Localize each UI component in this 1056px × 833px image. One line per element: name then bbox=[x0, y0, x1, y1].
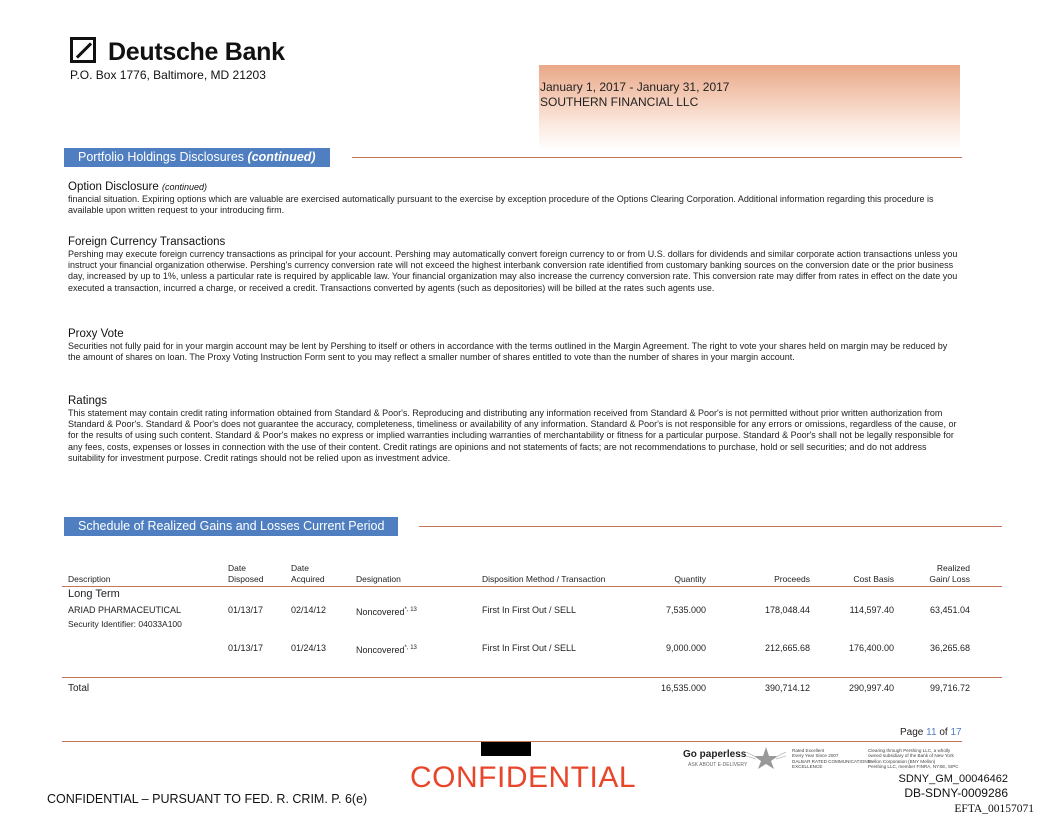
dalbar-line-2: Every Year Since 2007 bbox=[792, 753, 839, 759]
security-identifier: Security Identifier: 04033A100 bbox=[68, 619, 182, 629]
col-header-date-acquired-line1: Date bbox=[291, 563, 309, 573]
page-prefix: Page bbox=[900, 727, 924, 738]
col-header-date-disposed-line1: Date bbox=[228, 563, 246, 573]
dalbar-line-3: DALBAR RATED COMMUNICATIONS bbox=[792, 758, 871, 764]
efta-number: EFTA_00157071 bbox=[954, 803, 1034, 815]
page-total: 17 bbox=[950, 727, 962, 738]
clearing-text bbox=[868, 748, 959, 770]
cell-disposition: First In First Out / SELL bbox=[482, 643, 577, 653]
col-header-date-acquired-line2: Acquired bbox=[291, 574, 325, 584]
designation-text: Noncovered bbox=[356, 645, 405, 655]
ratings-disclosure-heading: Ratings bbox=[68, 395, 107, 407]
statement-period-block bbox=[540, 80, 729, 110]
dalbar-text bbox=[792, 748, 871, 770]
total-label: Total bbox=[68, 683, 90, 694]
schedule-section-title: Schedule of Realized Gains and Losses Current Period bbox=[78, 519, 385, 533]
cell-date-acquired: 02/14/12 bbox=[291, 605, 327, 615]
col-header-realized bbox=[890, 563, 970, 585]
dalbar-line-1: Rated Excellent bbox=[792, 748, 825, 753]
dalbar-line-4: EXCELLENCE bbox=[792, 764, 823, 770]
option-disclosure bbox=[68, 181, 958, 216]
statement-period: January 1, 2017 - January 31, 2017 bbox=[540, 80, 730, 94]
col-header-designation: Designation bbox=[356, 574, 401, 584]
brand-name: Deutsche Bank bbox=[108, 38, 285, 66]
proxy-disclosure bbox=[68, 328, 958, 363]
col-header-cost-basis: Cost Basis bbox=[853, 574, 894, 584]
cell-proceeds: 178,048.44 bbox=[764, 605, 810, 615]
fx-disclosure-body: Pershing may execute foreign currency transactions as principal for your account. Pershing may automatically convert foreign currency to or from U.S. dollars for dividends and similar corporate action transactions unless you instruct your financial organization otherwise. Pershing's currency conversion rate will not exceed the highest interbank conversion rate identified from customary banking sources on the conversion date or the prior business day, increased by up to 1%, unless a particular rate is required by applicable law. Your financial organization may also increase the currency conversion rate. This conversion rate may differ from rates in effect on the date you executed a transaction, incurred a charge, or received a credit. Transactions converted by agents (such as depositories) will be billed at the rates such agents use. bbox=[68, 249, 958, 293]
cell-cost-basis: 114,597.40 bbox=[849, 605, 894, 615]
cell-quantity: 7,535.000 bbox=[665, 605, 706, 615]
option-disclosure-heading bbox=[68, 181, 958, 194]
confidential-stamp: CONFIDENTIAL bbox=[410, 761, 637, 794]
designation-note: *, 13 bbox=[404, 645, 417, 651]
bates-number-2: DB-SDNY-0009286 bbox=[904, 786, 1008, 800]
bates-number-1: SDNY_GM_00046462 bbox=[898, 773, 1008, 785]
ratings-disclosure bbox=[68, 395, 958, 464]
group-label: Long Term bbox=[68, 588, 120, 600]
cell-date-acquired: 01/24/13 bbox=[291, 643, 327, 653]
option-disclosure-body: financial situation. Expiring options which are valuable are exercised automatically pursuant to the exercise by exception procedure of the Options Clearing Corporation. Additional information regarding this procedure is available upon written request to your introducing firm. bbox=[68, 194, 934, 216]
disclosures-section-header bbox=[64, 148, 330, 167]
clearing-line-4: Pershing LLC, member FINRA, NYSE, SIPC bbox=[868, 764, 959, 770]
total-rule bbox=[62, 677, 1002, 678]
col-header-realized-line1: Realized bbox=[936, 563, 970, 573]
total-row bbox=[0, 683, 1056, 695]
total-cost-basis: 290,997.40 bbox=[848, 683, 894, 693]
page-of: of bbox=[939, 727, 948, 738]
cell-quantity: 9,000.000 bbox=[665, 643, 706, 653]
go-paperless-sub: ASK ABOUT E-DELIVERY bbox=[688, 762, 748, 768]
go-paperless: Go paperless bbox=[683, 749, 747, 760]
cell-cost-basis: 176,400.00 bbox=[848, 643, 894, 653]
cell-date-disposed: 01/13/17 bbox=[228, 605, 264, 615]
confidential-notice: CONFIDENTIAL – PURSUANT TO FED. R. CRIM. P. 6(e) bbox=[47, 792, 368, 806]
clearing-line-3: Mellon Corporation (BNY Mellon) bbox=[868, 758, 936, 764]
redaction-bar bbox=[481, 742, 531, 756]
disclosures-section-rule bbox=[352, 157, 962, 158]
col-header-proceeds: Proceeds bbox=[774, 574, 810, 584]
col-header-quantity: Quantity bbox=[674, 574, 706, 584]
clearing-line-1: Clearing through Pershing LLC, a wholly bbox=[868, 748, 951, 753]
cell-proceeds: 212,665.68 bbox=[764, 643, 810, 653]
col-header-description: Description bbox=[68, 574, 111, 584]
dalbar-seal-icon bbox=[746, 744, 786, 770]
cell-gain-loss: 63,451.04 bbox=[929, 605, 970, 615]
fx-disclosure-heading: Foreign Currency Transactions bbox=[68, 236, 226, 248]
schedule-section-header bbox=[64, 517, 398, 536]
col-header-date-disposed-line2: Disposed bbox=[228, 574, 264, 584]
cell-disposition: First In First Out / SELL bbox=[482, 605, 577, 615]
mailing-address: P.O. Box 1776, Baltimore, MD 21203 bbox=[70, 68, 266, 82]
table-header-rule bbox=[62, 586, 1002, 587]
designation-note: *, 13 bbox=[404, 607, 417, 613]
table-row bbox=[0, 605, 1056, 617]
page-current: 11 bbox=[926, 727, 937, 738]
col-header-disposition: Disposition Method / Transaction bbox=[482, 574, 606, 584]
proxy-disclosure-heading: Proxy Vote bbox=[68, 328, 124, 340]
option-heading-suffix: (continued) bbox=[161, 182, 207, 192]
designation-text: Noncovered bbox=[356, 607, 405, 617]
total-quantity: 16,535.000 bbox=[660, 683, 706, 693]
option-heading-text: Option Disclosure bbox=[68, 181, 159, 193]
proxy-disclosure-body: Securities not fully paid for in your margin account may be lent by Pershing to itself or others in accordance with the terms outlined in the Margin Agreement. The right to vote your shares held on margin may be reduced by the amount of shares on loan. The Proxy Voting Instruction Form sent to you may reflect a smaller number of shares entitled to vote than the number of shares in your margin account. bbox=[68, 341, 948, 363]
disclosures-section-title: Portfolio Holdings Disclosures bbox=[78, 150, 245, 164]
clearing-line-2: owned subsidiary of the Bank of New York bbox=[868, 753, 954, 759]
cell-designation bbox=[356, 605, 417, 618]
col-header-realized-line2: Gain/ Loss bbox=[929, 574, 970, 584]
cell-designation bbox=[356, 643, 417, 656]
schedule-section-rule bbox=[419, 526, 1002, 527]
security-name: ARIAD PHARMACEUTICAL bbox=[68, 605, 182, 615]
disclosures-section-suffix: (continued) bbox=[247, 150, 316, 164]
cell-gain-loss: 36,265.68 bbox=[929, 643, 970, 653]
col-header-date-acquired bbox=[291, 563, 325, 585]
total-gain-loss: 99,716.72 bbox=[929, 683, 970, 693]
col-header-date-disposed bbox=[228, 563, 263, 585]
total-proceeds: 390,714.12 bbox=[764, 683, 810, 693]
fx-disclosure bbox=[68, 236, 958, 294]
cell-date-disposed: 01/13/17 bbox=[228, 643, 264, 653]
account-name: SOUTHERN FINANCIAL LLC bbox=[540, 95, 699, 109]
page-number bbox=[900, 727, 962, 738]
ratings-disclosure-body: This statement may contain credit rating information obtained from Standard & Poor's. Reproducing and distributing any information received from Standard & Poor's is not permitted without prior written authorization from Standard & Poor's. Standard & Poor's does not guarantee the accuracy, completeness, timeliness or availability of any information. Standard & Poor's is not responsible for any errors or omissions, regardless of the cause, or for the results of using such content. Standard & Poor's makes no express or implied warranties including warranties of merchantability or fitness for a particular purpose. Standard & Poor's shall not be legally responsible for any fees, costs, expenses or losses in connection with the use of their content. Credit ratings are opinions and not statements of facts; are not recommendations to purchase, hold or sell securities; and do not address suitability for investment purpose. Credit ratings should not be relied upon as investment advice. bbox=[68, 408, 957, 463]
table-row bbox=[0, 643, 1056, 655]
